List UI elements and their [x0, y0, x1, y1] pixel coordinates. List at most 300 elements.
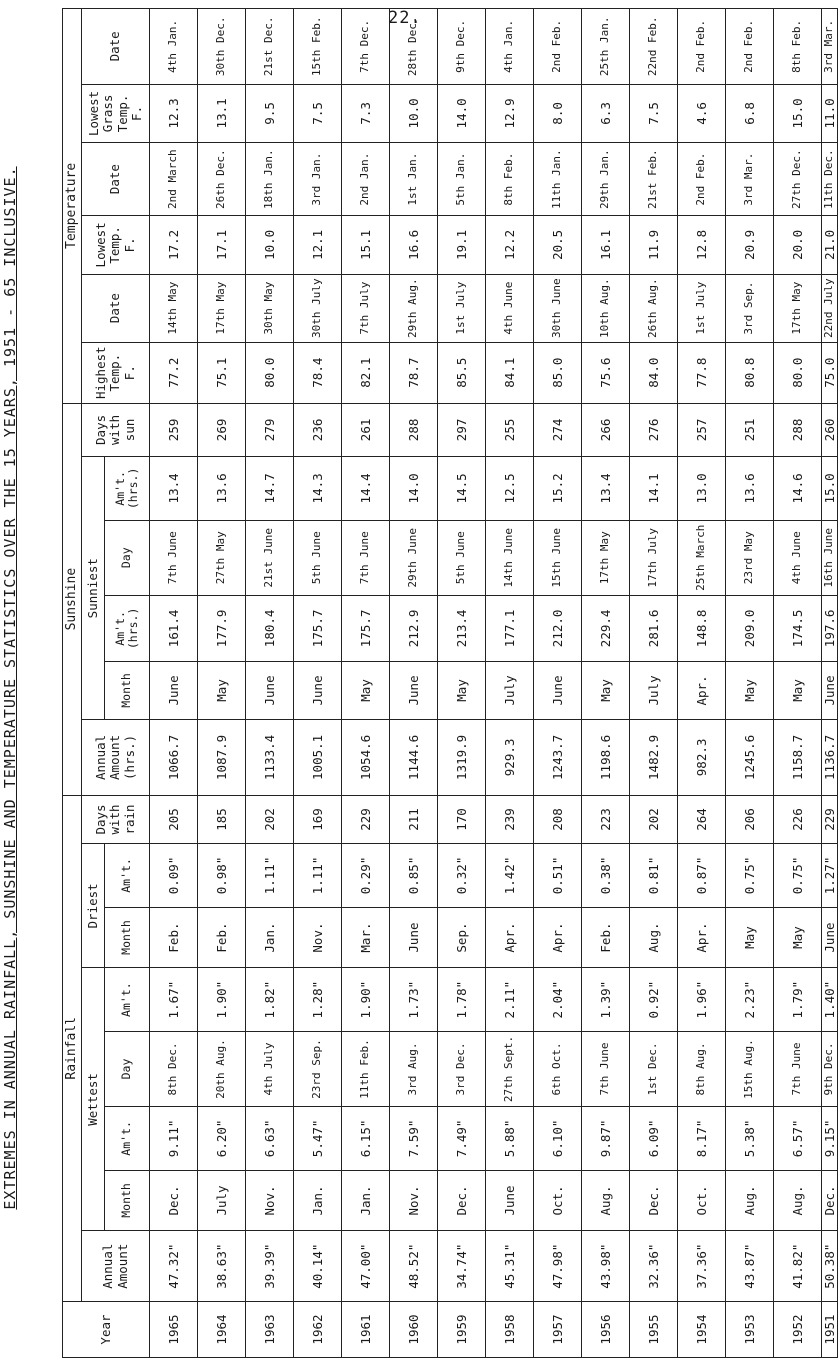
cell-wd-amt: 1.39" — [582, 968, 630, 1031]
cell-year: 1952 — [774, 1302, 822, 1358]
col-lowest-grass-temp: Lowest Grass Temp. F. — [82, 84, 150, 142]
cell-rain-days: 169 — [294, 795, 342, 844]
cell-year: 1957 — [534, 1302, 582, 1358]
cell-dm-month: June — [822, 907, 838, 968]
cell-wd-amt: 0.92" — [630, 968, 678, 1031]
cell-sd-day: 15th June — [534, 520, 582, 595]
cell-lt-date: 27th Dec. — [774, 143, 822, 216]
cell-lg-date: 28th Dec. — [390, 9, 438, 85]
table-row — [150, 9, 198, 1358]
cell-sd-day: 7th June — [342, 520, 390, 595]
cell-lg: 6.3 — [582, 84, 630, 142]
cell-lt-date: 11th Jan. — [534, 143, 582, 216]
cell-ht-date: 4th June — [486, 274, 534, 342]
cell-year: 1960 — [390, 1302, 438, 1358]
cell-sun-days: 276 — [630, 403, 678, 457]
cell-sm-month: May — [726, 661, 774, 719]
cell-ht: 84.1 — [486, 342, 534, 403]
cell-ht-date: 30th June — [534, 274, 582, 342]
cell-sd-day: 5th June — [294, 520, 342, 595]
cell-sm-amt: 177.9 — [198, 596, 246, 662]
group-rainfall: Rainfall — [63, 795, 82, 1301]
cell-wm-month: Dec. — [630, 1170, 678, 1231]
cell-dm-month: Sep. — [438, 907, 486, 968]
cell-sd-amt: 14.6 — [774, 457, 822, 520]
cell-sun-days: 279 — [246, 403, 294, 457]
cell-sun-days: 251 — [726, 403, 774, 457]
cell-lt: 12.1 — [294, 216, 342, 274]
cell-annual: 40.14" — [294, 1231, 342, 1302]
col-wettest-month: Month — [105, 1170, 150, 1231]
cell-dm-amt: 0.75" — [726, 844, 774, 907]
cell-sun-annual: 1482.9 — [630, 720, 678, 795]
cell-sm-amt: 161.4 — [150, 596, 198, 662]
cell-wm-month: Nov. — [246, 1170, 294, 1231]
cell-sd-amt: 13.6 — [198, 457, 246, 520]
cell-wd-day: 23rd Sep. — [294, 1031, 342, 1106]
cell-sd-amt: 15.2 — [534, 457, 582, 520]
cell-sm-month: June — [150, 661, 198, 719]
cell-lt: 17.1 — [198, 216, 246, 274]
cell-sd-day: 29th June — [390, 520, 438, 595]
cell-lt: 12.2 — [486, 216, 534, 274]
cell-lg: 15.0 — [774, 84, 822, 142]
cell-lt: 19.1 — [438, 216, 486, 274]
cell-sd-day: 4th June — [774, 520, 822, 595]
cell-annual: 43.87" — [726, 1231, 774, 1302]
cell-wm-month: Aug. — [726, 1170, 774, 1231]
cell-lg-date: 3rd Mar. — [822, 9, 838, 85]
cell-sd-amt: 12.5 — [486, 457, 534, 520]
cell-ht-date: 30th July — [294, 274, 342, 342]
cell-dm-amt: 0.09" — [150, 844, 198, 907]
cell-dm-month: May — [774, 907, 822, 968]
cell-rain-days: 239 — [486, 795, 534, 844]
cell-dm-month: Apr. — [486, 907, 534, 968]
cell-wm-amt: 9.11" — [150, 1107, 198, 1170]
cell-dm-month: Apr. — [534, 907, 582, 968]
cell-sm-month: June — [390, 661, 438, 719]
cell-sd-amt: 14.3 — [294, 457, 342, 520]
cell-lg: 12.9 — [486, 84, 534, 142]
cell-annual: 37.36" — [678, 1231, 726, 1302]
cell-sun-days: 259 — [150, 403, 198, 457]
cell-ht: 80.8 — [726, 342, 774, 403]
cell-year: 1953 — [726, 1302, 774, 1358]
cell-sd-day: 23rd May — [726, 520, 774, 595]
cell-year: 1963 — [246, 1302, 294, 1358]
cell-wm-amt: 8.17" — [678, 1107, 726, 1170]
cell-lg-date: 30th Dec. — [198, 9, 246, 85]
cell-wd-day: 9th Dec. — [822, 1031, 838, 1106]
cell-ht-date: 17th May — [774, 274, 822, 342]
col-lowest-date: Date — [82, 143, 150, 216]
table-row — [198, 9, 246, 1358]
subgroup-sunniest: Sunniest — [82, 457, 105, 720]
cell-dm-amt: 0.85" — [390, 844, 438, 907]
cell-wd-day: 11th Feb. — [342, 1031, 390, 1106]
cell-annual: 41.82" — [774, 1231, 822, 1302]
cell-wd-amt: 1.40" — [822, 968, 838, 1031]
cell-annual: 47.32" — [150, 1231, 198, 1302]
cell-lg-date: 21st Dec. — [246, 9, 294, 85]
cell-annual: 34.74" — [438, 1231, 486, 1302]
col-sunniest-month: Month — [105, 661, 150, 719]
group-temperature: Temperature — [63, 9, 82, 404]
cell-year: 1959 — [438, 1302, 486, 1358]
col-driest-amount: Am't. — [105, 844, 150, 907]
cell-wm-amt: 5.47" — [294, 1107, 342, 1170]
cell-wm-amt: 6.15" — [342, 1107, 390, 1170]
cell-sun-annual: 1066.7 — [150, 720, 198, 795]
cell-wd-day: 7th June — [582, 1031, 630, 1106]
cell-sm-amt: 174.5 — [774, 596, 822, 662]
cell-sm-month: July — [486, 661, 534, 719]
cell-ht-date: 22nd July — [822, 274, 838, 342]
cell-sun-days: 266 — [582, 403, 630, 457]
cell-wd-amt: 1.78" — [438, 968, 486, 1031]
table-row — [822, 9, 838, 1358]
table-wrapper — [62, 8, 838, 1358]
col-sunniest-day-amount: Am't. (hrs.) — [105, 457, 150, 520]
cell-sm-amt: 212.0 — [534, 596, 582, 662]
cell-sun-annual: 1005.1 — [294, 720, 342, 795]
cell-lg-date: 2nd Feb. — [726, 9, 774, 85]
col-sunniest-month-amount: Am't. (hrs.) — [105, 596, 150, 662]
cell-sun-annual: 929.3 — [486, 720, 534, 795]
table-body — [150, 9, 838, 1358]
cell-wd-amt: 1.82" — [246, 968, 294, 1031]
cell-lg: 7.5 — [630, 84, 678, 142]
cell-lg-date: 4th Jan. — [486, 9, 534, 85]
cell-sm-month: May — [438, 661, 486, 719]
cell-sun-annual: 1245.6 — [726, 720, 774, 795]
cell-sun-days: 261 — [342, 403, 390, 457]
cell-wd-day: 3rd Aug. — [390, 1031, 438, 1106]
cell-sun-days: 288 — [774, 403, 822, 457]
cell-wd-day: 20th Aug. — [198, 1031, 246, 1106]
col-highest-date: Date — [82, 274, 150, 342]
cell-sm-month: July — [630, 661, 678, 719]
cell-lg-date: 2nd Feb. — [534, 9, 582, 85]
cell-lg: 10.0 — [390, 84, 438, 142]
cell-annual: 32.36" — [630, 1231, 678, 1302]
cell-lg-date: 7th Dec. — [342, 9, 390, 85]
cell-ht-date: 30th May — [246, 274, 294, 342]
cell-dm-month: Aug. — [630, 907, 678, 968]
cell-wm-amt: 7.59" — [390, 1107, 438, 1170]
table-row — [246, 9, 294, 1358]
cell-sun-annual: 1133.4 — [246, 720, 294, 795]
cell-wm-amt: 6.10" — [534, 1107, 582, 1170]
cell-sun-annual: 1158.7 — [774, 720, 822, 795]
cell-sd-day: 5th June — [438, 520, 486, 595]
cell-sun-annual: 1198.6 — [582, 720, 630, 795]
cell-ht-date: 14th May — [150, 274, 198, 342]
cell-lg: 8.0 — [534, 84, 582, 142]
cell-lt: 10.0 — [246, 216, 294, 274]
table-row — [486, 9, 534, 1358]
cell-sun-annual: 1087.9 — [198, 720, 246, 795]
table-row — [582, 9, 630, 1358]
cell-lt: 20.0 — [774, 216, 822, 274]
cell-wm-amt: 7.49" — [438, 1107, 486, 1170]
cell-dm-month: May — [726, 907, 774, 968]
cell-sm-month: May — [774, 661, 822, 719]
cell-sun-days: 255 — [486, 403, 534, 457]
extremes-table — [62, 8, 838, 1358]
page-title: EXTREMES IN ANNUAL RAINFALL, SUNSHINE AND TEMPERATURE STATISTICS OVER THE 15 YEARS, 1951 - 65 INCLUSIVE. — [1, 166, 19, 1210]
cell-lt: 16.1 — [582, 216, 630, 274]
cell-sm-amt: 209.0 — [726, 596, 774, 662]
cell-lg-date: 15th Feb. — [294, 9, 342, 85]
cell-wd-amt: 1.67" — [150, 968, 198, 1031]
cell-lt-date: 18th Jan. — [246, 143, 294, 216]
col-annual-amount: Annual Amount — [82, 1231, 150, 1302]
cell-annual: 43.98" — [582, 1231, 630, 1302]
cell-lt: 17.2 — [150, 216, 198, 274]
table-row — [630, 9, 678, 1358]
cell-sm-amt: 197.6 — [822, 596, 838, 662]
cell-wm-amt: 6.63" — [246, 1107, 294, 1170]
cell-wd-day: 1st Dec. — [630, 1031, 678, 1106]
cell-wd-day: 3rd Dec. — [438, 1031, 486, 1106]
cell-sd-amt: 13.0 — [678, 457, 726, 520]
cell-sm-amt: 229.4 — [582, 596, 630, 662]
cell-sm-month: May — [342, 661, 390, 719]
table-row — [774, 9, 822, 1358]
table-row — [342, 9, 390, 1358]
cell-sm-amt: 175.7 — [294, 596, 342, 662]
cell-wd-amt: 1.90" — [342, 968, 390, 1031]
cell-ht-date: 3rd Sep. — [726, 274, 774, 342]
col-days-with-rain: Days with rain — [82, 795, 150, 844]
cell-lt-date: 8th Feb. — [486, 143, 534, 216]
cell-sd-day: 21st June — [246, 520, 294, 595]
cell-rain-days: 229 — [342, 795, 390, 844]
cell-lt-date: 29th Jan. — [582, 143, 630, 216]
cell-sd-amt: 13.4 — [582, 457, 630, 520]
cell-year: 1954 — [678, 1302, 726, 1358]
page-number: 22. — [388, 8, 422, 28]
cell-dm-month: Apr. — [678, 907, 726, 968]
cell-lt: 11.9 — [630, 216, 678, 274]
cell-wd-amt: 1.90" — [198, 968, 246, 1031]
col-driest-month: Month — [105, 907, 150, 968]
cell-rain-days: 205 — [150, 795, 198, 844]
cell-wd-amt: 2.23" — [726, 968, 774, 1031]
cell-sm-month: June — [822, 661, 838, 719]
cell-rain-days: 208 — [534, 795, 582, 844]
cell-dm-amt: 0.38" — [582, 844, 630, 907]
cell-lt: 12.8 — [678, 216, 726, 274]
cell-sun-days: 297 — [438, 403, 486, 457]
cell-sd-amt: 14.4 — [342, 457, 390, 520]
cell-lt: 20.9 — [726, 216, 774, 274]
cell-lt-date: 2nd Jan. — [342, 143, 390, 216]
cell-sun-annual: 1243.7 — [534, 720, 582, 795]
col-lowest-temp: Lowest Temp. F. — [82, 216, 150, 274]
cell-annual: 47.00" — [342, 1231, 390, 1302]
cell-rain-days: 264 — [678, 795, 726, 844]
cell-lt-date: 21st Feb. — [630, 143, 678, 216]
subgroup-wettest: Wettest — [82, 968, 105, 1231]
cell-dm-amt: 1.11" — [246, 844, 294, 907]
cell-sm-amt: 180.4 — [246, 596, 294, 662]
cell-wm-amt: 9.15" — [822, 1107, 838, 1170]
cell-dm-amt: 1.42" — [486, 844, 534, 907]
cell-sun-annual: 982.3 — [678, 720, 726, 795]
cell-dm-amt: 0.87" — [678, 844, 726, 907]
cell-lg: 12.3 — [150, 84, 198, 142]
cell-rain-days: 226 — [774, 795, 822, 844]
cell-ht: 75.1 — [198, 342, 246, 403]
cell-sd-amt: 15.0 — [822, 457, 838, 520]
cell-lg: 13.1 — [198, 84, 246, 142]
cell-sm-amt: 213.4 — [438, 596, 486, 662]
cell-lt-date: 5th Jan. — [438, 143, 486, 216]
cell-year: 1951 — [822, 1302, 838, 1358]
cell-lg: 11.0 — [822, 84, 838, 142]
cell-sm-amt: 281.6 — [630, 596, 678, 662]
cell-ht: 85.5 — [438, 342, 486, 403]
cell-rain-days: 206 — [726, 795, 774, 844]
cell-wm-month: Oct. — [678, 1170, 726, 1231]
cell-wm-month: Dec. — [822, 1170, 838, 1231]
cell-annual: 38.63" — [198, 1231, 246, 1302]
cell-lg: 6.8 — [726, 84, 774, 142]
cell-sun-annual: 1136.7 — [822, 720, 838, 795]
cell-sun-days: 260 — [822, 403, 838, 457]
cell-ht-date: 7th July — [342, 274, 390, 342]
cell-sd-day: 17th July — [630, 520, 678, 595]
cell-ht: 78.4 — [294, 342, 342, 403]
cell-rain-days: 229 — [822, 795, 838, 844]
cell-sun-days: 269 — [198, 403, 246, 457]
cell-sd-amt: 14.0 — [390, 457, 438, 520]
cell-lg-date: 8th Feb. — [774, 9, 822, 85]
cell-wm-month: Jan. — [294, 1170, 342, 1231]
cell-sd-day: 25th March — [678, 520, 726, 595]
cell-ht: 80.0 — [774, 342, 822, 403]
col-wettest-month-amount: Am't. — [105, 1107, 150, 1170]
cell-lt-date: 26th Dec. — [198, 143, 246, 216]
cell-lg: 4.6 — [678, 84, 726, 142]
cell-sd-amt: 14.7 — [246, 457, 294, 520]
table-row — [678, 9, 726, 1358]
cell-ht: 85.0 — [534, 342, 582, 403]
cell-dm-amt: 0.81" — [630, 844, 678, 907]
col-days-with-sun: Days with sun — [82, 403, 150, 457]
table-row — [726, 9, 774, 1358]
cell-dm-amt: 0.29" — [342, 844, 390, 907]
cell-sm-month: June — [294, 661, 342, 719]
cell-ht: 77.2 — [150, 342, 198, 403]
cell-wd-amt: 2.04" — [534, 968, 582, 1031]
cell-lt: 20.5 — [534, 216, 582, 274]
cell-sd-amt: 13.4 — [150, 457, 198, 520]
cell-year: 1955 — [630, 1302, 678, 1358]
group-sunshine: Sunshine — [63, 403, 82, 795]
cell-ht-date: 1st July — [438, 274, 486, 342]
table-row — [534, 9, 582, 1358]
cell-dm-amt: 0.98" — [198, 844, 246, 907]
cell-dm-month: Jan. — [246, 907, 294, 968]
cell-dm-amt: 0.75" — [774, 844, 822, 907]
cell-sd-amt: 14.5 — [438, 457, 486, 520]
cell-wd-day: 7th June — [774, 1031, 822, 1106]
cell-lg-date: 25th Jan. — [582, 9, 630, 85]
cell-wd-day: 8th Dec. — [150, 1031, 198, 1106]
cell-dm-amt: 1.27" — [822, 844, 838, 907]
cell-lt: 21.0 — [822, 216, 838, 274]
cell-wm-month: Aug. — [582, 1170, 630, 1231]
cell-wm-amt: 6.57" — [774, 1107, 822, 1170]
cell-sm-month: June — [534, 661, 582, 719]
cell-rain-days: 202 — [246, 795, 294, 844]
cell-year: 1958 — [486, 1302, 534, 1358]
cell-rain-days: 170 — [438, 795, 486, 844]
cell-sd-day: 16th June — [822, 520, 838, 595]
cell-ht-date: 1st July — [678, 274, 726, 342]
cell-sm-amt: 212.9 — [390, 596, 438, 662]
cell-lt-date: 3rd Mar. — [726, 143, 774, 216]
cell-sun-days: 288 — [390, 403, 438, 457]
cell-sd-day: 27th May — [198, 520, 246, 595]
cell-dm-month: Nov. — [294, 907, 342, 968]
cell-sm-amt: 175.7 — [342, 596, 390, 662]
cell-dm-month: Mar. — [342, 907, 390, 968]
cell-lg-date: 2nd Feb. — [678, 9, 726, 85]
cell-ht: 75.0 — [822, 342, 838, 403]
cell-wm-month: Jan. — [342, 1170, 390, 1231]
cell-dm-amt: 0.51" — [534, 844, 582, 907]
cell-sun-annual: 1144.6 — [390, 720, 438, 795]
subgroup-driest: Driest — [82, 844, 105, 968]
cell-rain-days: 211 — [390, 795, 438, 844]
cell-sd-day: 7th June — [150, 520, 198, 595]
cell-wd-day: 4th July — [246, 1031, 294, 1106]
cell-lt: 16.6 — [390, 216, 438, 274]
col-wettest-day-amount: Am't. — [105, 968, 150, 1031]
cell-sm-month: May — [198, 661, 246, 719]
cell-wd-amt: 1.28" — [294, 968, 342, 1031]
cell-rain-days: 223 — [582, 795, 630, 844]
cell-wm-month: Aug. — [774, 1170, 822, 1231]
cell-sun-days: 236 — [294, 403, 342, 457]
cell-lt-date: 2nd March — [150, 143, 198, 216]
cell-wd-amt: 1.79" — [774, 968, 822, 1031]
cell-wm-month: Oct. — [534, 1170, 582, 1231]
cell-rain-days: 202 — [630, 795, 678, 844]
cell-wm-month: Dec. — [438, 1170, 486, 1231]
cell-sm-amt: 148.8 — [678, 596, 726, 662]
cell-year: 1964 — [198, 1302, 246, 1358]
cell-ht: 84.0 — [630, 342, 678, 403]
cell-sun-days: 257 — [678, 403, 726, 457]
col-sunniest-day: Day — [105, 520, 150, 595]
cell-sun-annual: 1054.6 — [342, 720, 390, 795]
cell-dm-month: Feb. — [582, 907, 630, 968]
cell-year: 1965 — [150, 1302, 198, 1358]
cell-lg: 14.0 — [438, 84, 486, 142]
cell-dm-amt: 1.11" — [294, 844, 342, 907]
cell-year: 1961 — [342, 1302, 390, 1358]
cell-wd-amt: 2.11" — [486, 968, 534, 1031]
cell-ht: 75.6 — [582, 342, 630, 403]
table-row — [390, 9, 438, 1358]
cell-sm-month: June — [246, 661, 294, 719]
